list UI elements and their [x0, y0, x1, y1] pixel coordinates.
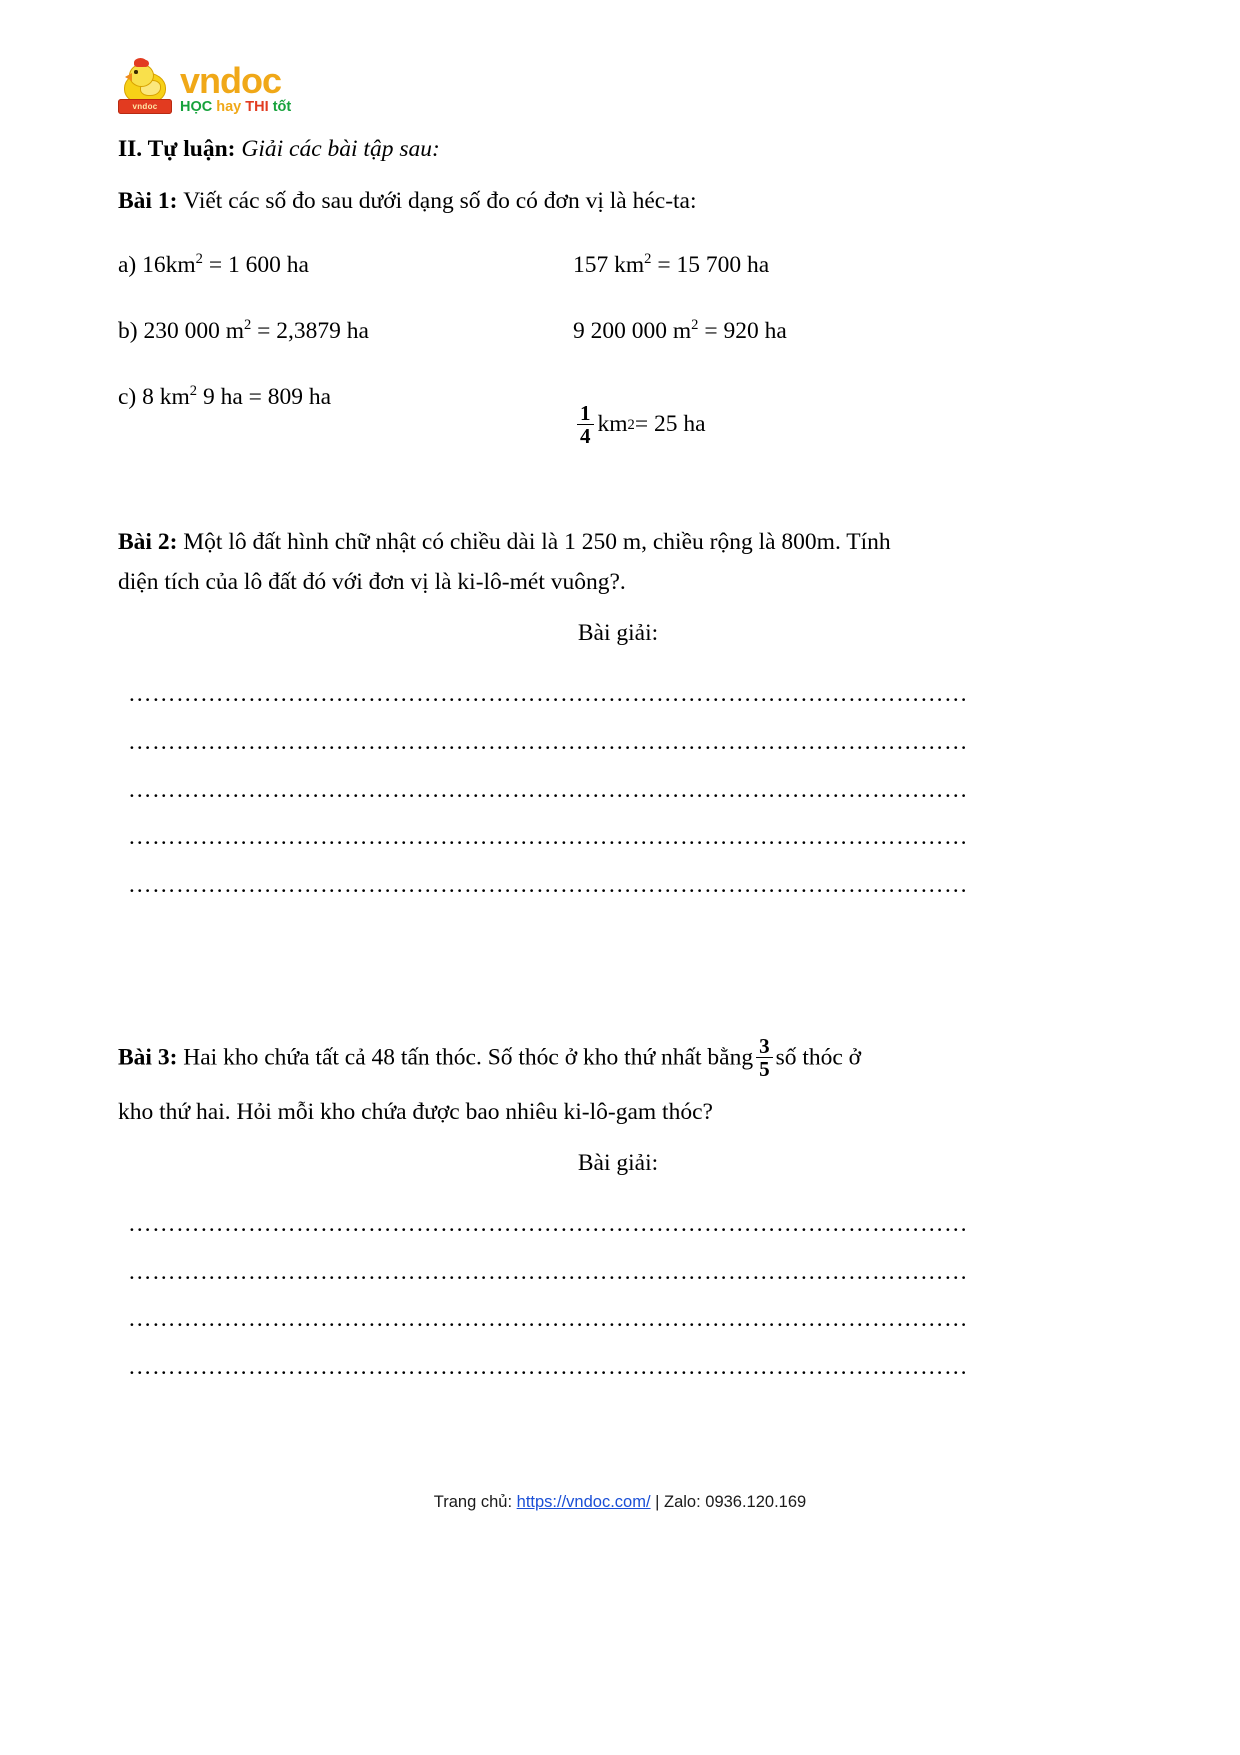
vndoc-logo: [118, 58, 418, 120]
footer-homepage-link[interactable]: https://vndoc.com/: [516, 1493, 651, 1511]
answer-line[interactable]: ……………………………………………………………………………………………: [128, 872, 968, 899]
bai1-c-right-rest: = 25 ha: [634, 411, 706, 438]
bai1-row-a-right: [573, 246, 1118, 284]
bai1-row-c-right: $\frac{1}{4}$ km 2 = 25 ha: [573, 378, 1118, 447]
bai3-fraction-denominator: 5: [756, 1057, 773, 1080]
bai1-row-b-right: [573, 312, 1118, 350]
footer-prefix: Trang chủ:: [433, 1493, 517, 1511]
answer-line[interactable]: ……………………………………………………………………………………………: [128, 681, 968, 708]
bai1-b-left-sup: 2: [243, 317, 252, 334]
bai1-heading: [118, 182, 1118, 220]
bai3-solution-label: Bài giải:: [577, 1149, 659, 1176]
bai2-solution-label: Bài giải:: [577, 619, 659, 646]
bai2-line1: [118, 522, 1118, 562]
worksheet-content: [118, 130, 1118, 447]
section-number: II. Tự luận:: [118, 136, 236, 162]
bai3-label: Bài 3:: [118, 1044, 178, 1071]
chick-mascot-icon: [118, 58, 174, 114]
bai1-a-right-sup: 2: [644, 251, 652, 268]
answer-line[interactable]: ……………………………………………………………………………………………: [128, 1210, 968, 1237]
tagline-thi: THI: [245, 98, 269, 115]
footer-suffix: | Zalo: 0936.120.169: [650, 1493, 807, 1511]
bai1-a-left-sup: 2: [195, 251, 203, 268]
bai3-block: [118, 1035, 1118, 1392]
bai1-b-right-sup: 2: [691, 317, 699, 334]
bai1-c-left-prefix: c) 8 km: [118, 384, 190, 411]
answer-line[interactable]: ……………………………………………………………………………………………: [128, 728, 968, 755]
tagline-hoc: HỌC: [180, 98, 213, 115]
bai1-row-c-left: [118, 378, 573, 447]
answer-line[interactable]: ……………………………………………………………………………………………: [128, 776, 968, 803]
bai1-row-a-left: [118, 246, 573, 284]
bai1-a-left-rest: = 1 600 ha: [202, 252, 309, 279]
bai1-b-right-rest: = 920 ha: [698, 318, 787, 345]
page-footer: [0, 1493, 1240, 1512]
bai1-row-b: [118, 312, 1118, 350]
bai1-a-left-prefix: a) 16km: [118, 252, 196, 279]
bai3-text-part2: số thóc ở: [775, 1044, 862, 1071]
logo-wordmark: vndoc: [180, 59, 282, 101]
logo-badge-label: vndoc: [132, 102, 158, 111]
bai1-row-a: [118, 246, 1118, 284]
section-heading: [118, 130, 1118, 168]
bai1-row-c: [118, 378, 1118, 447]
bai3-fraction-numerator: 3: [759, 1034, 770, 1058]
logo-tagline: [180, 100, 291, 115]
bai2-answer-area[interactable]: [118, 671, 1118, 910]
bai2-label: Bài 2:: [118, 529, 178, 555]
answer-line[interactable]: ……………………………………………………………………………………………: [128, 1306, 968, 1333]
bai1-c-fraction-denominator: 4: [577, 424, 594, 447]
bai3-fraction: [756, 1035, 773, 1080]
bai1-c-left-sup: 2: [189, 383, 198, 400]
section-instruction: Giải các bài tập sau:: [241, 136, 440, 162]
bai2-block: [118, 522, 1118, 910]
bai1-prompt: Viết các số đo sau dưới dạng số đo có đơn vị là héc-ta:: [183, 188, 697, 215]
bai1-c-right-prefix: km: [597, 411, 628, 438]
bai2-text-line2: diện tích của lô đất đó với đơn vị là ki-lô-mét vuông?.: [118, 569, 626, 596]
bai1-a-right-rest: = 15 700 ha: [651, 252, 770, 279]
bai1-c-fraction: [577, 402, 594, 447]
tagline-tot: tốt: [272, 98, 292, 115]
bai3-text-part1: Hai kho chứa tất cả 48 tấn thóc. Số thóc ở kho thứ nhất bằng: [183, 1044, 754, 1071]
tagline-hay: hay: [216, 98, 242, 115]
answer-line[interactable]: ……………………………………………………………………………………………: [128, 824, 968, 851]
bai1-a-right-prefix: 157 km: [573, 252, 645, 279]
bai1-b-left-prefix: b) 230 000 m: [118, 318, 244, 345]
bai1-row-b-left: [118, 312, 573, 350]
answer-line[interactable]: ……………………………………………………………………………………………: [128, 1258, 968, 1285]
bai2-text-line1: Một lô đất hình chữ nhật có chiều dài là 1 250 m, chiều rộng là 800m. Tính: [183, 529, 891, 555]
bai1-b-left-rest: = 2,3879 ha: [251, 318, 369, 345]
bai3-line1: [118, 1035, 1118, 1080]
bai1-label: Bài 1:: [118, 188, 178, 215]
bai3-text-line2: kho thứ hai. Hỏi mỗi kho chứa được bao nhiêu ki-lô-gam thóc?: [118, 1099, 713, 1126]
bai1-c-left-rest: 9 ha = 809 ha: [197, 384, 332, 411]
bai1-c-fraction-numerator: 1: [580, 401, 591, 426]
bai1-b-right-prefix: 9 200 000 m: [573, 318, 692, 345]
answer-line[interactable]: ……………………………………………………………………………………………: [128, 1354, 968, 1381]
bai3-answer-area[interactable]: [118, 1201, 1118, 1392]
